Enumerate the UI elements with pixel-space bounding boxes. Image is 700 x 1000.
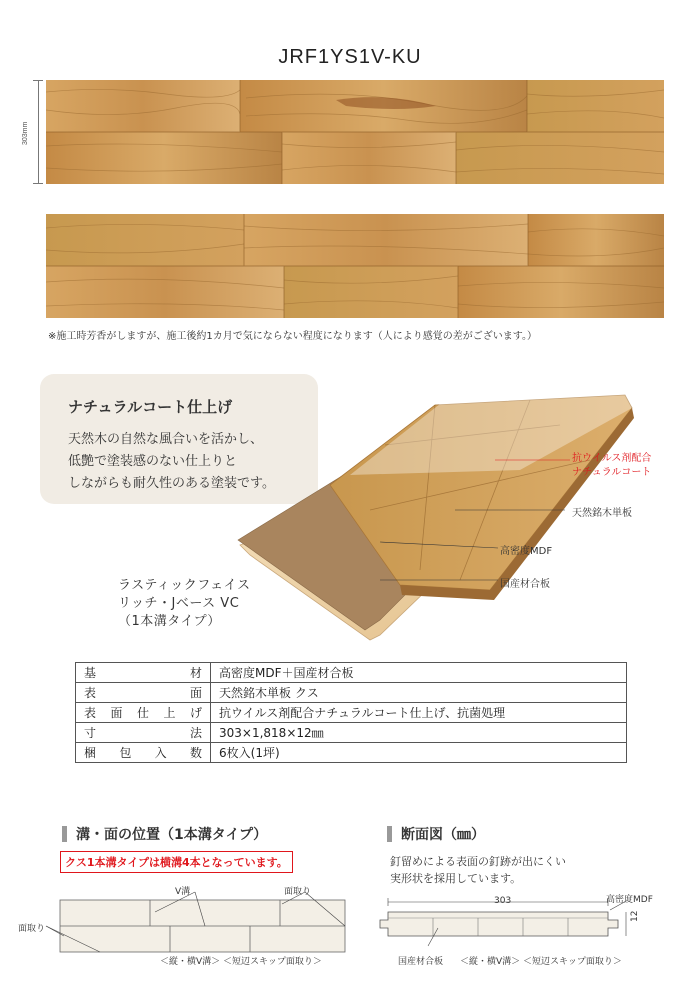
spec-key: 梱包入数 bbox=[76, 743, 211, 763]
spec-value: 抗ウイルス剤配合ナチュラルコート仕上げ、抗菌処理 bbox=[211, 703, 627, 723]
table-row bbox=[76, 723, 627, 743]
table-row bbox=[76, 663, 627, 683]
spec-value: 天然銘木単板 クス bbox=[211, 683, 627, 703]
fragrance-note: ※施工時芳香がしますが、施工後約1カ月で気にならない程度になります（人により感覚の差がございます。） bbox=[48, 331, 537, 342]
spec-key: 表面 bbox=[76, 683, 211, 703]
product-caption-line3: （1本溝タイプ） bbox=[118, 614, 221, 629]
cross-width-label: 303 bbox=[494, 896, 512, 906]
wood-sample-top bbox=[46, 80, 664, 184]
spec-key: 基材 bbox=[76, 663, 211, 683]
cross-thickness-label: 12 bbox=[630, 910, 640, 922]
label-veneer: 天然銘木単板 bbox=[572, 508, 632, 519]
spec-key: 寸法 bbox=[76, 723, 211, 743]
feature-line-1: 天然木の自然な風合いを活かし、 bbox=[68, 432, 264, 447]
spec-value: 高密度MDF＋国産材合板 bbox=[211, 663, 627, 683]
table-row bbox=[76, 703, 627, 723]
cross-desc-line2: 実形状を採用しています。 bbox=[390, 872, 522, 885]
label-mdf: 高密度MDF bbox=[500, 546, 553, 557]
label-coating-line1: 抗ウイルス剤配合 bbox=[572, 453, 652, 464]
groove-caption: ＜縦・横V溝＞ ＜短辺スキップ面取り＞ bbox=[160, 957, 322, 967]
cross-label-plywood: 国産材合板 bbox=[398, 957, 444, 967]
dimension-tick-bottom bbox=[33, 183, 43, 184]
label-plywood: 国産材合板 bbox=[500, 579, 550, 590]
groove-heading: 溝・面の位置（1本溝タイプ） bbox=[76, 827, 268, 843]
cross-caption: ＜縦・横V溝＞ ＜短辺スキップ面取り＞ bbox=[460, 957, 622, 967]
spec-table bbox=[75, 662, 627, 763]
table-row bbox=[76, 743, 627, 763]
label-chamfer-left: 面取り bbox=[18, 924, 46, 934]
label-chamfer-top: 面取り bbox=[284, 887, 312, 897]
dimension-label: 303mm bbox=[22, 121, 29, 145]
cross-section-heading: 断面図（㎜） bbox=[401, 827, 485, 843]
dimension-tick-top bbox=[33, 80, 43, 81]
label-v-groove: V溝 bbox=[175, 887, 191, 897]
product-caption-line2: リッチ・Jベース VC bbox=[118, 596, 240, 611]
table-row bbox=[76, 683, 627, 703]
spec-value: 6枚入(1坪) bbox=[211, 743, 627, 763]
cross-label-mdf: 高密度MDF bbox=[606, 895, 653, 905]
feature-line-2: 低艶で塗装感のない仕上りと bbox=[68, 454, 238, 469]
layer-diagram bbox=[230, 390, 650, 655]
label-coating-line2: ナチュラルコート bbox=[572, 467, 652, 478]
groove-red-note: クス1本溝タイプは横溝4本となっています。 bbox=[60, 851, 293, 873]
spec-key: 表面仕上げ bbox=[76, 703, 211, 723]
section-marker-groove bbox=[62, 826, 67, 842]
dimension-line bbox=[38, 80, 39, 183]
product-code-title: JRF1YS1V-KU bbox=[278, 46, 422, 68]
cross-desc-line1: 釘留めによる表面の釘跡が出にくい bbox=[390, 855, 566, 868]
spec-value: 303×1,818×12㎜ bbox=[211, 723, 627, 743]
wood-sample-bottom bbox=[46, 214, 664, 318]
feature-line-3: しながらも耐久性のある塗装です。 bbox=[68, 476, 275, 491]
feature-title: ナチュラルコート仕上げ bbox=[68, 398, 233, 416]
product-caption-line1: ラスティックフェイス bbox=[118, 578, 251, 593]
section-marker-cross bbox=[387, 826, 392, 842]
